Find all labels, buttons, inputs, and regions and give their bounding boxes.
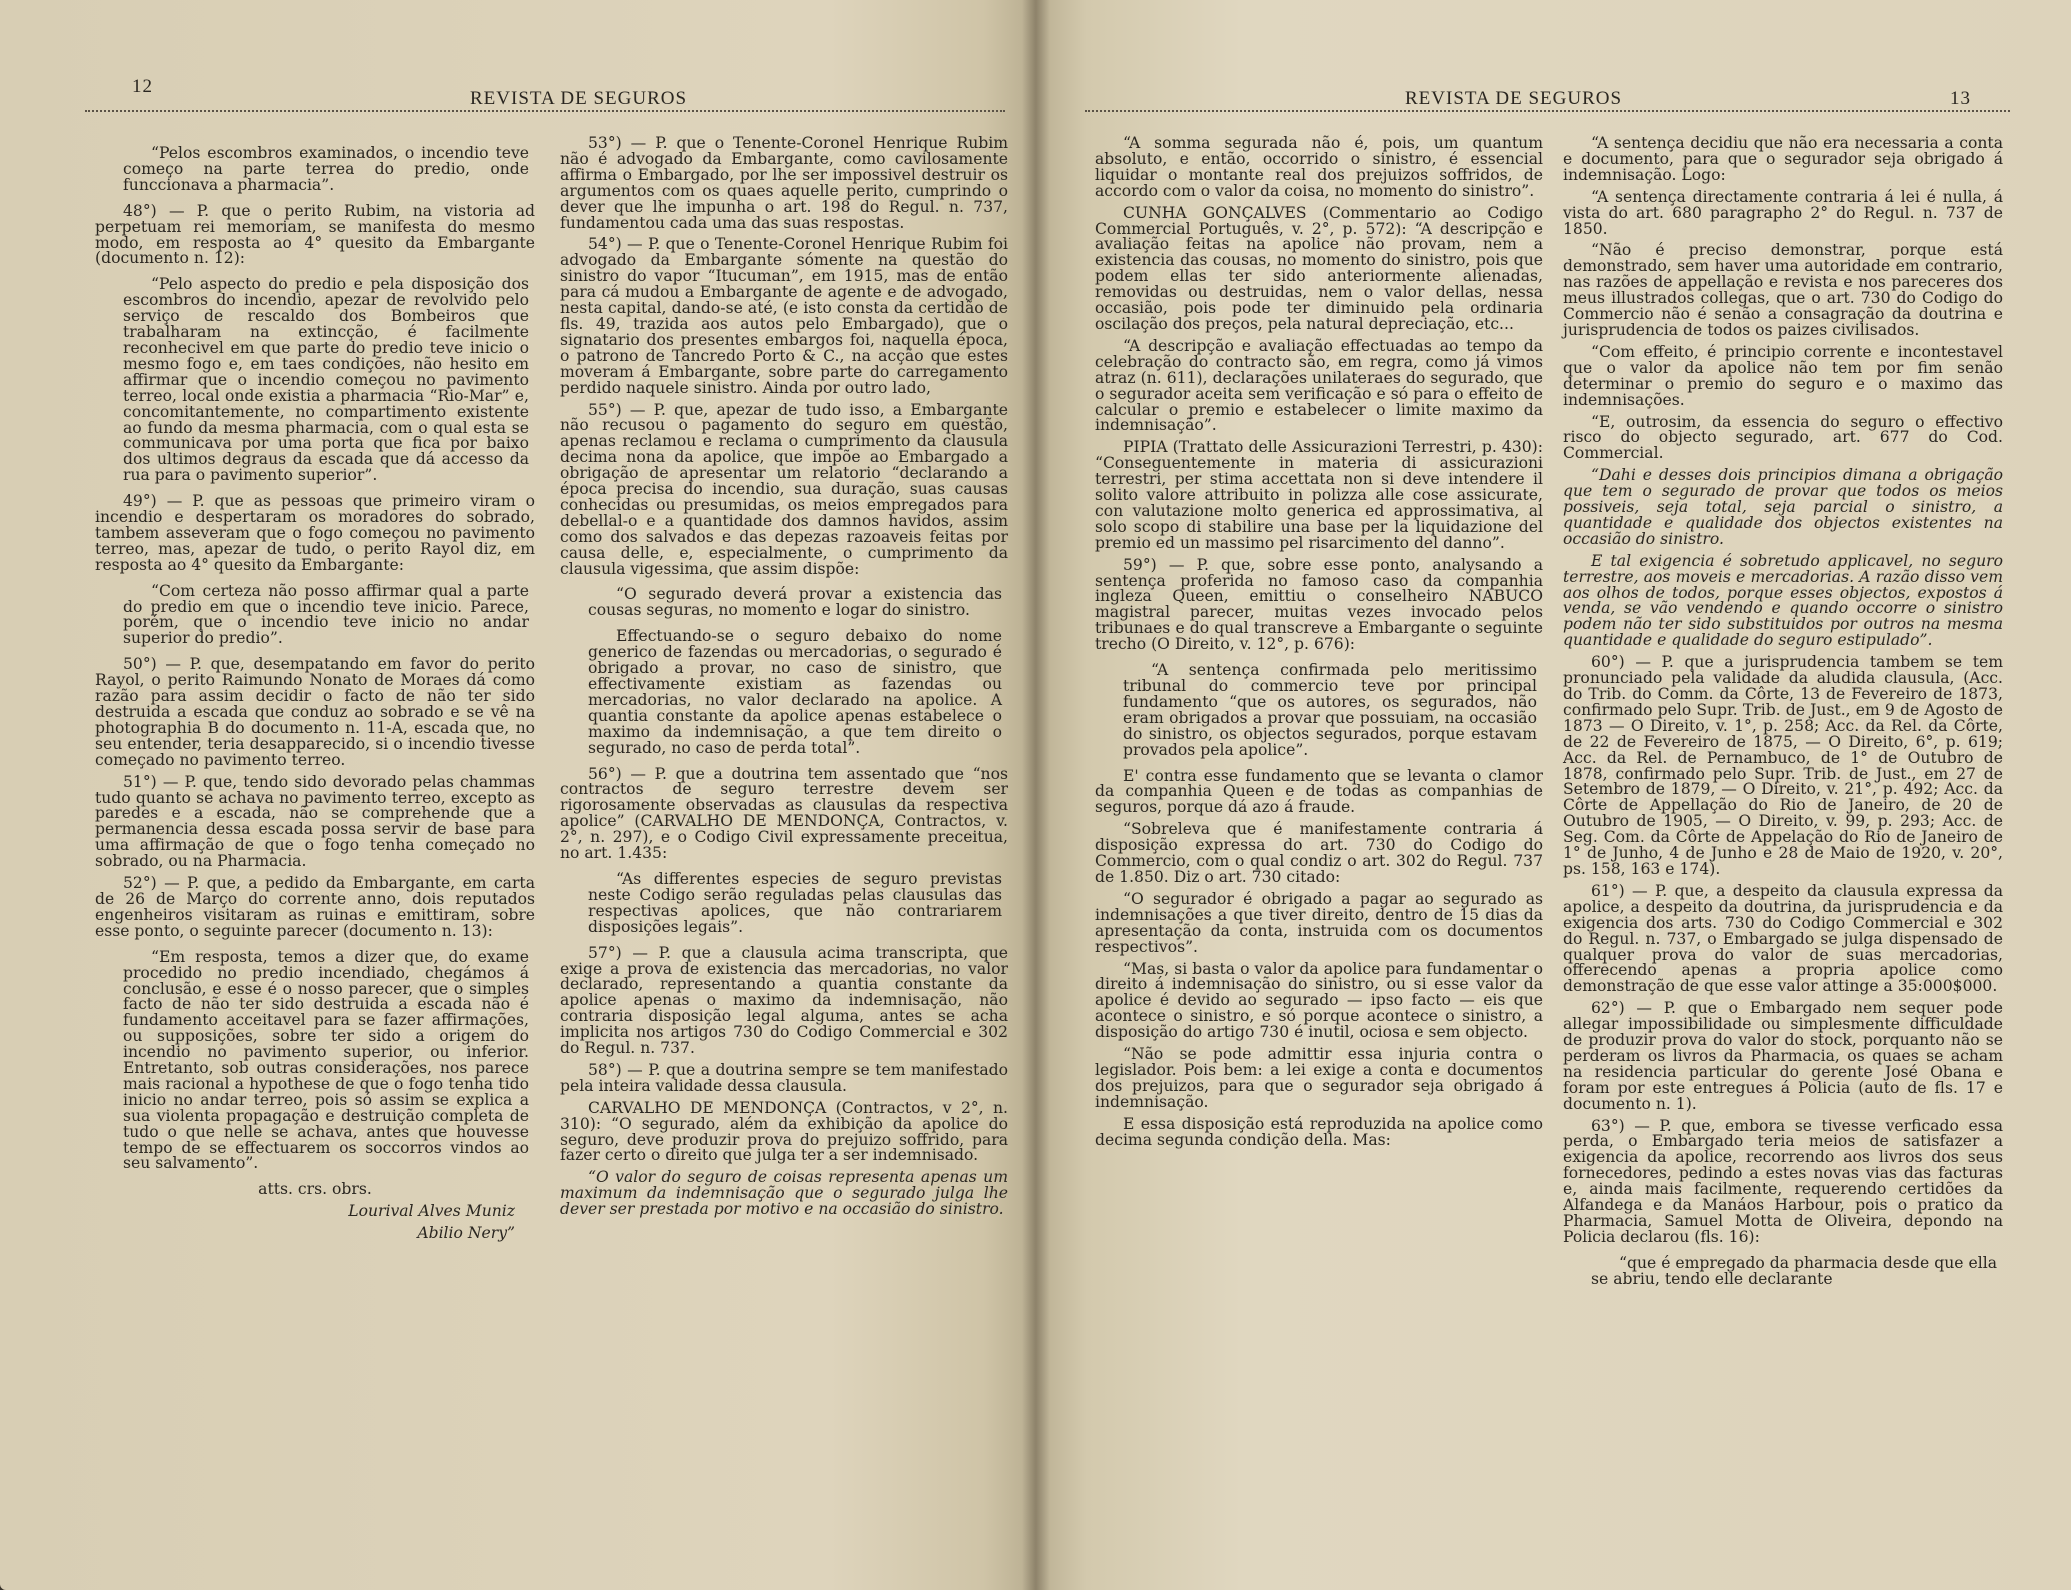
- paragraph: “A sentença directamente contraria á lei é nulla, á vista do art. 680 paragrapho 2° do Regul. n. 737 de 1850.: [1563, 187, 2003, 238]
- paragraph: E' contra esse fundamento que se levanta o clamor da companhia Queen e de todas as companhias de seguros, porque dá azo á fraude.: [1095, 766, 1543, 817]
- paragraph: “O segurador é obrigado a pagar ao segurado as indemnisações a que tiver direito, dentro de 15 dias da apresentação da conta, instruida com os documentos respectivos”.: [1095, 889, 1543, 956]
- paragraph: “Pelo aspecto do predio e pela disposição dos escombros do incendio, apezar de revolvido pelo serviço de rescaldo dos Bombeiros que trabalharam na extincção, é facilmente reconhecivel em que parte do predio teve inicio o mesmo fogo e, em taes condições, não hesito em affirmar que o incendio começou no pavimento terreo, local onde existia a pharmacia “Rio-Mar” e, concomitantemente, no compartimento existente ao fundo da mesma pharmacia, com o qual esta se communicava por uma porta que fica por baixo dos ultimos degraus da escada que dá accesso da rua para o pavimento superior”.: [123, 275, 529, 485]
- paragraph: “O valor do seguro de coisas representa apenas um maximum da indemnisação que o segurado julga lhe dever ser prestada por motivo e na occasião do sinistro.: [560, 1168, 1008, 1219]
- paragraph: 56°) — P. que a doutrina tem assentado que “nos contractos de seguro terrestre devem ser rigorosamente observadas as clausulas da respectiva apolice” (CARVALHO DE MENDONÇA, Contractos, v. 2°, n. 297), e o Codigo Civil expressamente preceitua, no art. 1.435:: [560, 764, 1008, 863]
- paragraph: Lourival Alves Muniz: [348, 1202, 515, 1221]
- text-column-right-2: [1563, 136, 2003, 1298]
- paragraph: 48°) — P. que o perito Rubim, na vistoria ad perpetuam rei memoriam, se manifesta do mesmo modo, em resposta ao 4° quesito da Embargante (documento n. 12):: [95, 201, 535, 268]
- text-column-right-1: [1095, 136, 1543, 1154]
- paragraph: 60°) — P. que a jurisprudencia tambem se tem pronunciado pela validade da aludida clausula, (Acc. do Trib. do Comm. da Côrte, 13 de Fevereiro de 1873, confirmado pelo Supr. Trib. de Just., em 9 de Agosto de 1873 — O Direito, v. 1°, p. 258; Acc. da Rel. da Côrte, de 22 de Fevereiro de 1875, — O Direito, 6°, p. 619; Acc. da Rel. de Pernambuco, de 1° de Outubro de 1878, confirmado pelo Supr. Trib. de Just., em 27 de Setembro de 1879, — O Direito, v. 21°, p. 492; Acc. da Côrte de Appellação do Rio de Janeiro, de 20 de Outubro de 1905, — O Direito, v. 99, p. 293; Acc. de Seg. Com. da Côrte de Appelação do Rio de Janeiro de 1° de Junho, 4 de Junho e 28 de Maio de 1920, v. 20°, ps. 158, 163 e 174).: [1563, 653, 2003, 878]
- running-title: REVISTA DE SEGUROS: [470, 88, 688, 109]
- paragraph: “Com effeito, é principio corrente e incontestavel que o valor da apolice não tem por fim senão determinar o premio do seguro e o maximo das indemnisações.: [1563, 342, 2003, 409]
- paragraph: “Mas, si basta o valor da apolice para fundamentar o direito á indemnisação do sinistro, ou si esse valor da apolice é devido ao segurado — ipso facto — eis que acontece o sinistro, e só porque acontece o sinistro, a disposição do artigo 730 é inutil, ociosa e sem objecto.: [1095, 959, 1543, 1042]
- paragraph: 51°) — P. que, tendo sido devorado pelas chammas tudo quanto se achava no pavimento terreo, excepto as paredes e a escada, não se comprehende que a permanencia dessa escada possa servir de base para uma affirmação de que o fogo tenha começado no sobrado, ou na Pharmacia.: [95, 772, 535, 871]
- paragraph: 62°) — P. que o Embargado nem sequer pode allegar impossibilidade ou simplesmente difficuldade de produzir prova do valor do stock, porquanto não se perderam os livros da Pharmacia, os quaes se acham na residencia particular do gerente José Obana e foram por este entregues á Policia (auto de fls. 17 e documento n. 1).: [1563, 999, 2003, 1113]
- page-number: 12: [132, 76, 153, 97]
- paragraph: PIPIA (Trattato delle Assicurazioni Terrestri, p. 430): “Conseguentemente in materia di assicurazioni terrestri, per stima accettata non si deve intendere il solito valore attribuito in polizza alle cose assicurate, con valutazione molto generica ed approssimativa, al solo scopo di stabilire una base per la liquidazione del premio ed un massimo pel risarcimento del danno”.: [1095, 438, 1543, 552]
- paragraph: Abilio Nery”: [417, 1224, 515, 1243]
- paragraph: 52°) — P. que, a pedido da Embargante, em carta de 26 de Março do corrente anno, dois reputados engenheiros visitaram as ruinas e emittiram, sobre esse ponto, o seguinte parecer (documento n. 13):: [95, 874, 535, 940]
- paragraph: “Sobreleva que é manifestamente contraria á disposição expressa do art. 730 do Codigo do Commercio, com o qual condiz o art. 302 do Regul. 737 de 1.850. Diz o art. 730 citado:: [1095, 820, 1543, 886]
- right-page: [1035, 0, 2071, 1590]
- paragraph: “que é empregado da pharmacia desde que ella se abriu, tendo elle declarante: [1591, 1253, 1997, 1288]
- paragraph: 57°) — P. que a clausula acima transcripta, que exige a prova de existencia das mercadorias, no valor declarado, representando a quantia constante da apolice apenas o maximo da indemnisação, não contraria disposição legal alguma, antes se acha implicita nos artigos 730 do Codigo Commercial e 302 do Regul. n. 737.: [560, 943, 1008, 1058]
- paragraph: “Não se pode admittir essa injuria contra o legislador. Pois bem: a lei exige a conta e documentos dos prejuizos, para que o segurador seja obrigado á indemnisação.: [1095, 1045, 1543, 1111]
- paragraph: 50°) — P. que, desempatando em favor do perito Rayol, o perito Raimundo Nonato de Moraes dá como razão para assim decidir o facto de não ter sido destruida a escada que conduz ao sobrado e se vê na photographia B do documento n. 11-A, escada que, no seu entender, teria desapparecido, si o incendio tivesse começado no pavimento terreo.: [95, 655, 535, 769]
- paragraph: “Em resposta, temos a dizer que, do exame procedido no predio incendiado, chegámos á conclusão, e esse é o nosso parecer, que o simples facto de não ter sido destruida a escada não é fundamento acceitavel para se fazer affirmações, ou supposições, sobre ter sido a origem do incendio no pavimento superior, ou inferior. Entretanto, sob outras considerações, nos parece mais racional a hypothese de que o fogo tenha tido inicio no andar terreo, pois só assim se explica a sua violenta propagação e destruição completa de tudo o que nelle se achava, antes que houvesse tempo de se effectuarem os soccorros vindos ao seu salvamento”.: [123, 947, 529, 1173]
- paragraph: 59°) — P. que, sobre esse ponto, analysando a sentença proferida no famoso caso da companhia ingleza Queen, emittiu o conselheiro NABUCO magistral parecer, muitas vezes invocado pelos tribunaes e do qual transcreve a Embargante o seguinte trecho (O Direito, v. 12°, p. 676):: [1095, 555, 1543, 654]
- paragraph: “E, outrosim, da essencia do seguro o effectivo risco do objecto segurado, art. 677 do Cod. Commercial.: [1563, 412, 2003, 463]
- paragraph: 49°) — P. que as pessoas que primeiro viram o incendio e despertaram os moradores do sobrado, tambem asseveram que o fogo começou no pavimento terreo, mas, apezar de tudo, o perito Rayol diz, em resposta ao 4° quesito da Embargante:: [95, 492, 535, 574]
- paragraph: “A sentença decidiu que não era necessaria a conta e documento, para que o segurador seja obrigado á indemnisação. Logo:: [1563, 134, 2003, 184]
- text-column-left-2: [560, 136, 1008, 1224]
- paragraph: 53°) — P. que o Tenente-Coronel Henrique Rubim não é advogado da Embargante, como cavilosamente affirma o Embargado, por lhe ser impossivel destruir os argumentos com os quaes aquelle perito, cumprindo o dever que lhe impunha o art. 198 do Regul. n. 737, fundamentou cada uma das suas respostas.: [560, 134, 1008, 232]
- paragraph: E tal exigencia é sobretudo applicavel, no seguro terrestre, aos moveis e mercadorias. A razão disso vem aos olhos de todos, porque esses objectos, expostos á venda, se vão vendendo e quando occorre o sinistro podem não ter sido substituidos por outros na mesma quantidade e qualidade do seguro estipulado”.: [1563, 551, 2003, 650]
- text-column-left-1: [95, 136, 535, 1248]
- paragraph: “A sentença confirmada pelo meritissimo tribunal do commercio teve por principal fundamento “que os autores, os segurados, não eram obrigados a provar que possuiam, na occasião do sinistro, os objectos segurados, porque estavam provados pela apolice”.: [1123, 661, 1537, 759]
- paragraph: Effectuando-se o seguro debaixo do nome generico de fazendas ou mercadorias, o segurado é obrigado a provar, no caso de sinistro, que effectivamente existiam as fazendas ou mercadorias, no valor declarado na apolice. A quantia constante da apolice apenas estabelece o maximo da indemnisação, a que tem direito o segurado, no caso de perda total”.: [588, 627, 1002, 757]
- paragraph: “Dahi e desses dois principios dimana a obrigação que tem o segurado de provar que todos os meios possiveis, seja total, seja parcial o sinistro, a quantidade e qualidade dos objectos existentes na occasião do sinistro.: [1563, 466, 2003, 548]
- book-gutter: [1022, 0, 1050, 1590]
- paragraph: CARVALHO DE MENDONÇA (Contractos, v 2°, n. 310): “O segurado, além da exhibição da apolice do seguro, deve produzir prova do prejuizo soffrido, para fazer certo o direito que julga ter a ser indemnisado.: [560, 1098, 1008, 1165]
- paragraph: “Pelos escombros examinados, o incendio teve começo na parte terrea do predio, onde funccionava a pharmacia”.: [123, 144, 529, 194]
- paragraph: atts. crs. obrs.: [258, 1180, 372, 1199]
- header-rule: [85, 104, 1005, 112]
- paragraph: 55°) — P. que, apezar de tudo isso, a Embargante não recusou o pagamento do seguro em questão, apenas reclamou e reclama o cumprimento da clausula decima nona da apolice, que impõe ao Embargado a obrigação de apresentar um relatorio “declarando a época precisa do incendio, sua duração, suas causas conhecidas ou presumidas, os meios empregados para debellal-o e a quantidade dos damnos havidos, assim como dos salvados e das depezas razoaveis feitas por causa delle, e, especialmente, o cumprimento da clausula vigessima, que assim dispõe:: [560, 400, 1008, 578]
- running-title: REVISTA DE SEGUROS: [1405, 88, 1623, 109]
- header-rule: [1085, 104, 2010, 112]
- paragraph: 61°) — P. que, a despeito da clausula expressa da apolice, a despeito da doutrina, da jurisprudencia e da exigencia dos arts. 730 do Codigo Commercial e 302 do Regul. n. 737, o Embargado se julga dispensado de qualquer prova do valor de suas mercadorias, offerecendo apenas a propria apolice como demonstração de que esse valor attinge a 35:000$000.: [1563, 881, 2003, 996]
- paragraph: “As differentes especies de seguro previstas neste Codigo serão reguladas pelas clausulas das respectivas apolices, que não contrariarem disposições legais”.: [588, 869, 1002, 936]
- paragraph: “A descripção e avaliação effectuadas ao tempo da celebração do contracto são, em regra, como já vimos atraz (n. 611), declarações unilateraes do segurado, que o segurador aceita sem verificação e só para o effeito de calcular o premio e estabelecer o limite maximo da indemnisação”.: [1095, 336, 1543, 435]
- paragraph: “O segurado deverá provar a existencia das cousas seguras, no momento e logar do sinistro.: [588, 585, 1002, 620]
- paragraph: “Com certeza não posso affirmar qual a parte do predio em que o incendio teve inicio. Parece, porém, que o incendio teve inicio no andar superior do predio”.: [123, 581, 529, 648]
- page-number: 13: [1950, 88, 1971, 109]
- paragraph: 63°) — P. que, embora se tivesse verficado essa perda, o Embargado teria meios de satisfazer a exigencia da apolice, recorrendo aos livros dos seus fornecedores, pedindo a estes novas vias das facturas e, ainda mais facilmente, requerendo certidões da Alfandega e da Manáos Harbour, pois o pratico da Pharmacia, Samuel Motta de Oliveira, depondo na Policia declarou (fls. 16):: [1563, 1116, 2003, 1246]
- paragraph: “A somma segurada não é, pois, um quantum absoluto, e então, occorrido o sinistro, é essencial liquidar o montante real dos prejuizos soffridos, de accordo com o valor da coisa, no momento do sinistro”.: [1095, 134, 1543, 200]
- paragraph: 54°) — P. que o Tenente-Coronel Henrique Rubim foi advogado da Embargante sómente na questão do sinistro do vapor “Itucuman”, em 1915, mas de então para cá mudou a Embargante de agente e de advogado, nesta capital, dando-se até, (e isto consta da certidão de fls. 49, trazida aos autos pelo Embargado), que o signatario dos presentes embargos foi, naquella época, o patrono de Tancredo Porto & C., na acção que estes moveram á Embargante, sobre parte do carregamento perdido naquele sinistro. Ainda por outro lado,: [560, 235, 1008, 397]
- paragraph: 58°) — P. que a doutrina sempre se tem manifestado pela inteira validade dessa clausula.: [560, 1060, 1008, 1095]
- left-page: [0, 0, 1035, 1590]
- paragraph: E essa disposição está reproduzida na apolice como decima segunda condição della. Mas:: [1095, 1114, 1543, 1149]
- paragraph: “Não é preciso demonstrar, porque está demonstrado, sem haver uma autoridade em contrario, nas razões de appellação e revista e nos pareceres dos meus illustrados collegas, que o art. 730 do Codigo do Commercio não é senão a consagração da doutrina e jurisprudencia de todos os paizes civilisados.: [1563, 241, 2003, 339]
- paragraph: CUNHA GONÇALVES (Commentario ao Codigo Commercial Português, v. 2°, p. 572): “A descripção e avaliação feitas na apolice não provam, nem a existencia das cousas, no momento do sinistro, pois que podem ellas ter sido anteriormente alienadas, removidas ou destruidas, nem o valor dellas, nessa occasião, pois pode ter diminuido pela ordinaria oscilação dos preços, pela natural depreciação, etc...: [1095, 203, 1543, 333]
